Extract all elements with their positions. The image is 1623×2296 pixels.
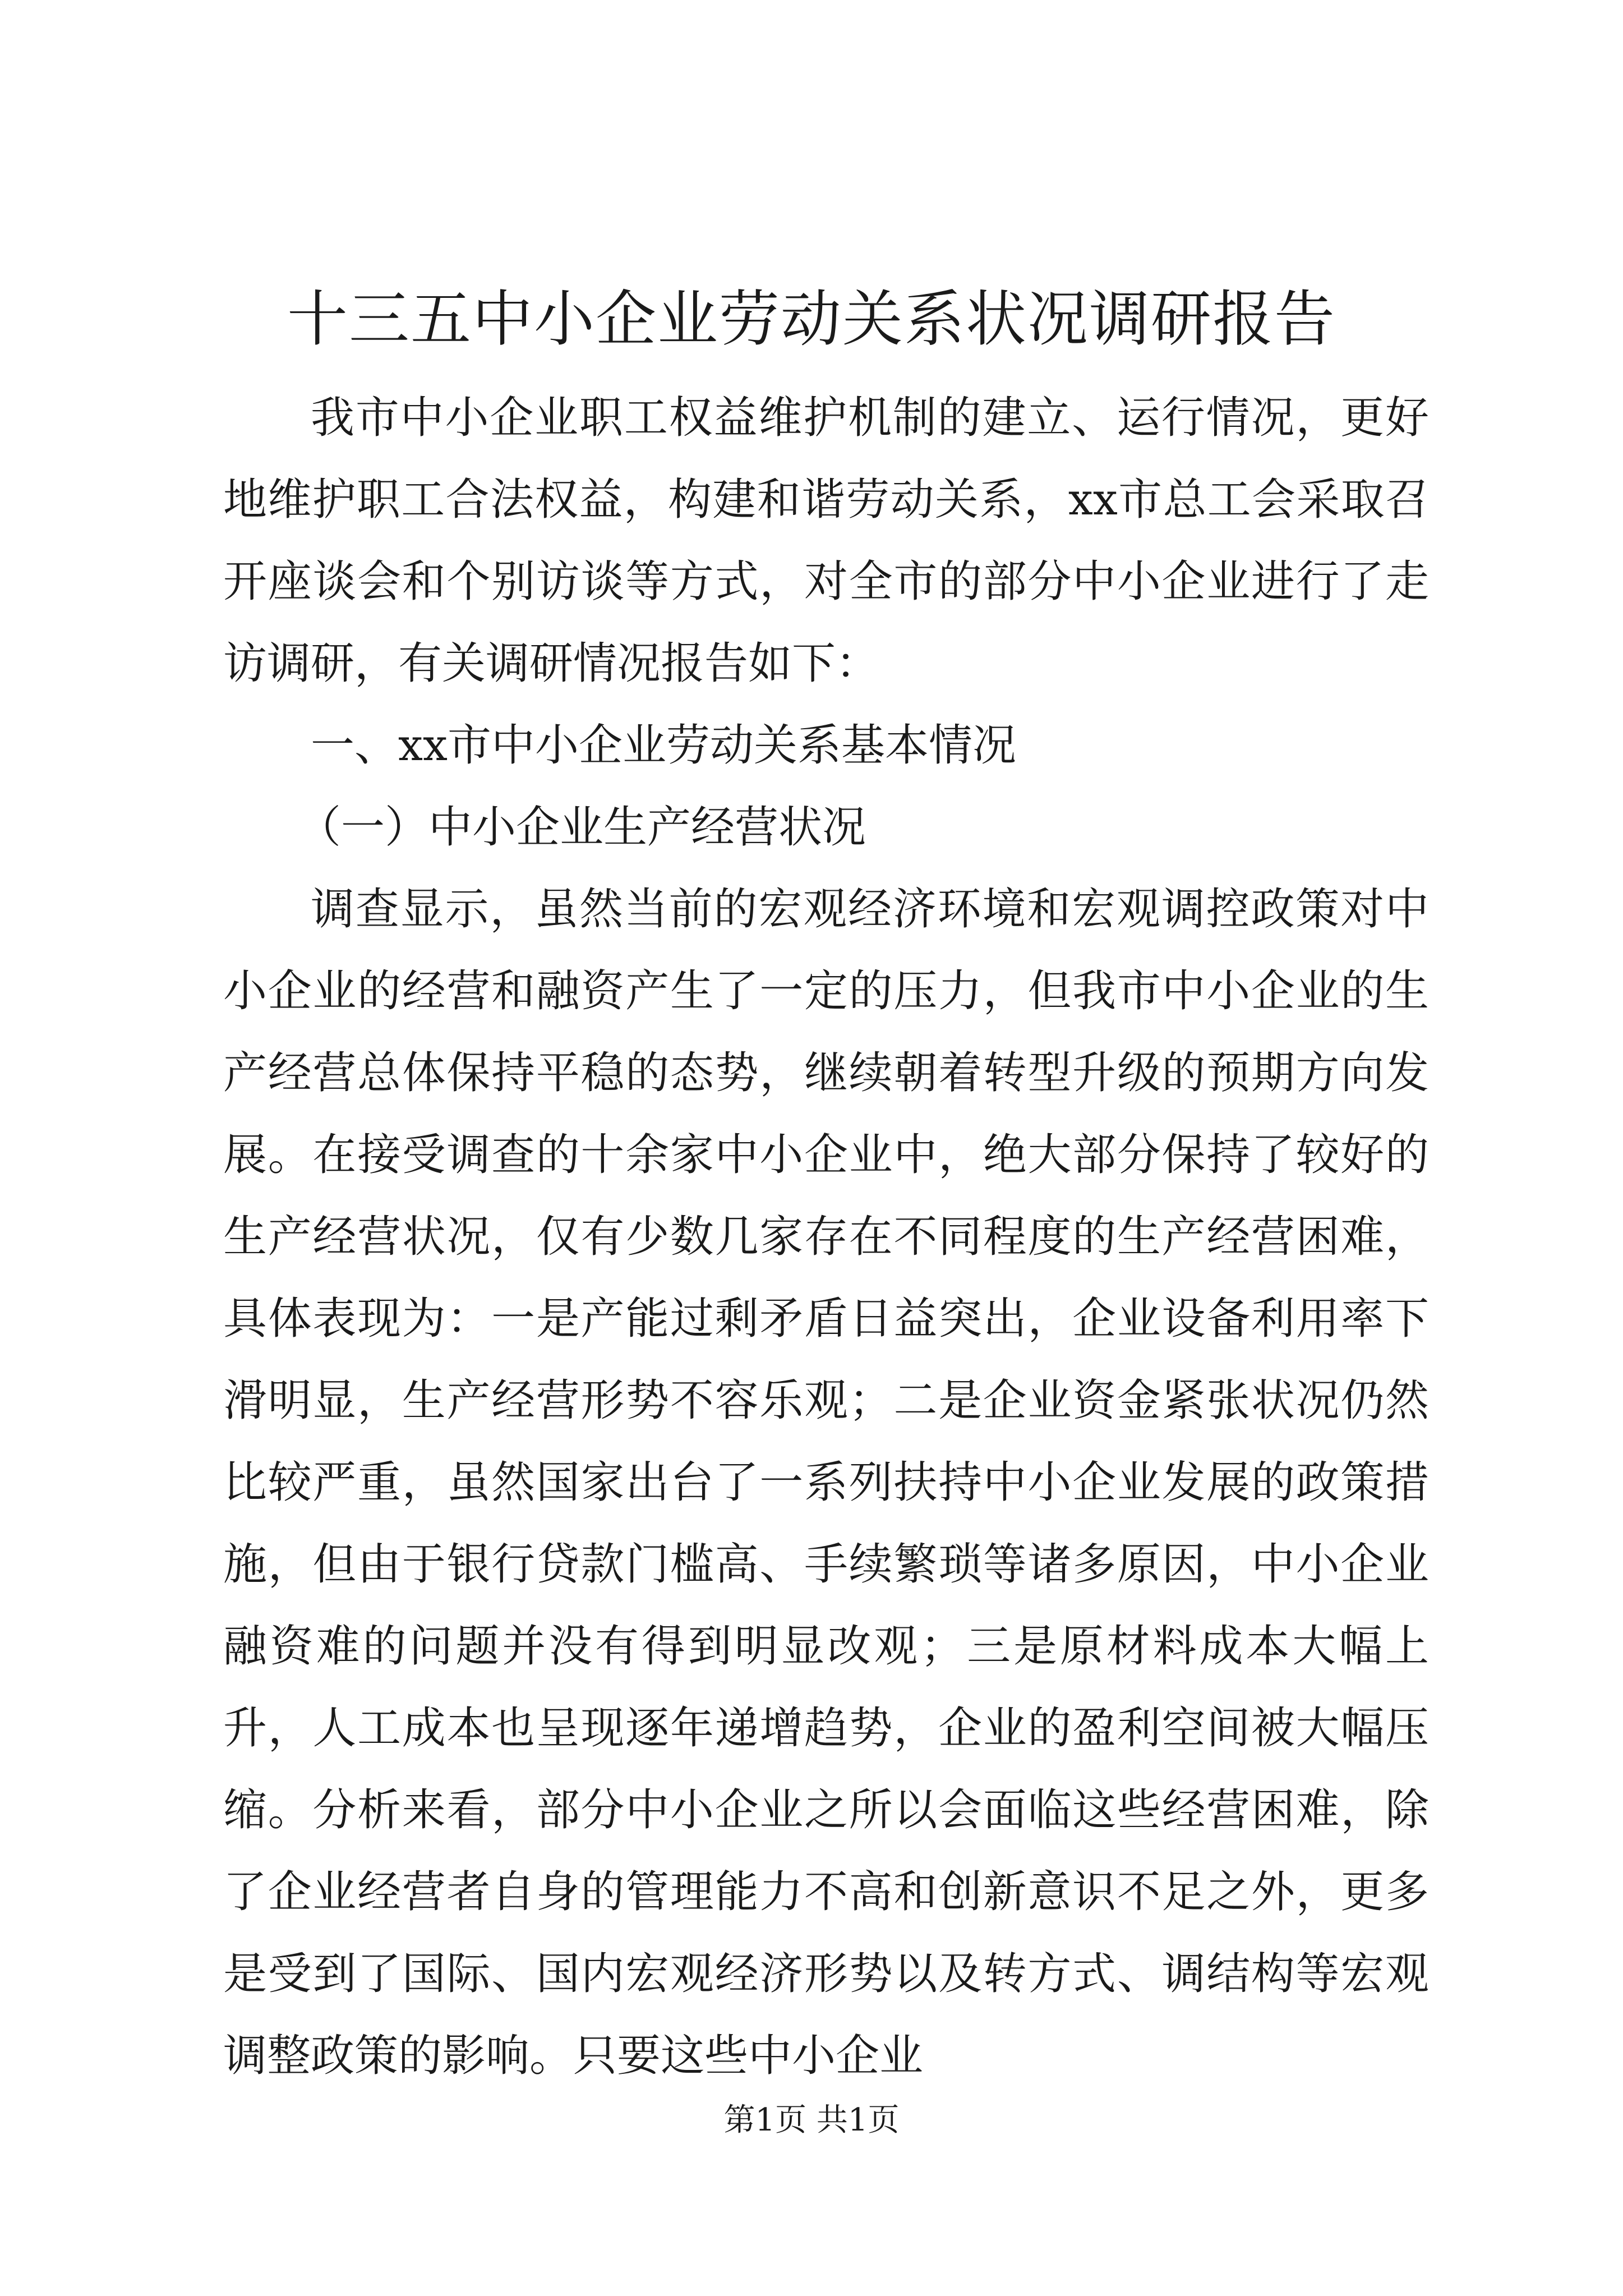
paragraph-intro: 我市中小企业职工权益维护机制的建立、运行情况，更好地维护职工合法权益，构建和谐劳动关系，xx市总工会采取召开座谈会和个别访谈等方式，对全市的部分中小企业进行了走访调研，有关调研情况报告如下： [223,393,1429,689]
section-heading-1: 一、xx市中小企业劳动关系基本情况 [311,720,1016,771]
document-body [223,377,1429,2097]
paragraph-survey: 调查显示，虽然当前的宏观经济环境和宏观调控政策对中小企业的经营和融资产生了一定的压力，但我市中小企业的生产经营总体保持平稳的态势，继续朝着转型升级的预期方向发展。在接受调查的十余家中小企业中，绝大部分保持了较好的生产经营状况，仅有少数几家存在不同程度的生产经营困难，具体表现为：一是产能过剩矛盾日益突出，企业设备利用率下滑明显，生产经营形势不容乐观；二是企业资金紧张状况仍然比较严重，虽然国家出台了一系列扶持中小企业发展的政策措施，但由于银行贷款门槛高、手续繁琐等诸多原因，中小企业融资难的问题并没有得到明显改观；三是原材料成本大幅上升，人工成本也呈现逐年递增趋势，企业的盈利空间被大幅压缩。分析来看，部分中小企业之所以会面临这些经营困难，除了企业经营者自身的管理能力不高和创新意识不足之外，更多是受到了国际、国内宏观经济形势以及转方式、调结构等宏观调整政策的影响。只要这些中小企业 [223,884,1429,2081]
document-title: 十三五中小企业劳动关系状况调研报告 [287,284,1336,355]
page-footer: 第1页 共1页 [723,2102,900,2138]
subsection-heading-1: （一）中小企业生产经营状况 [297,802,866,853]
